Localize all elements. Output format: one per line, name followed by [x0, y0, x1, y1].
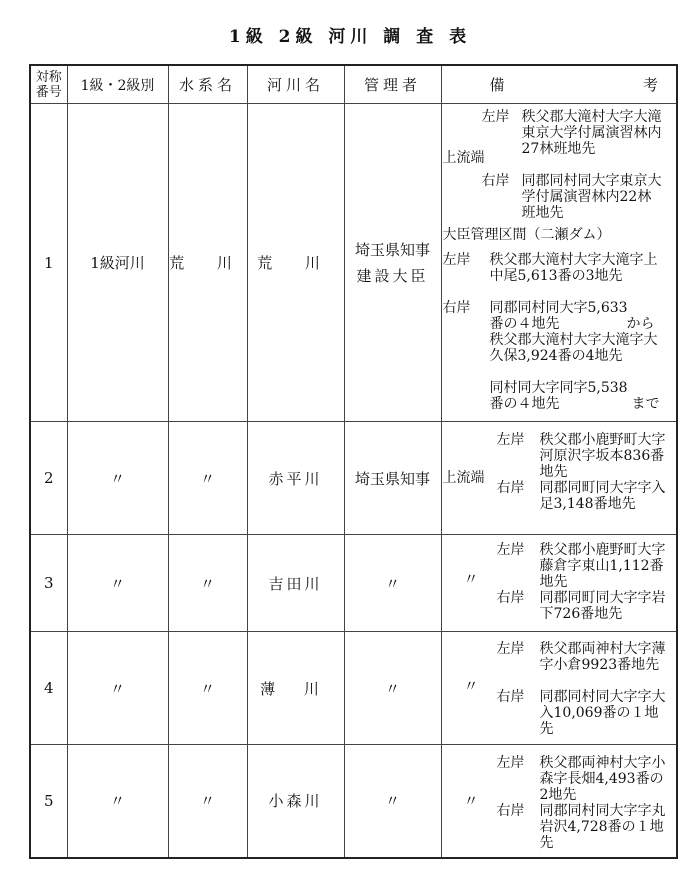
note-right-label: 右岸 — [496, 803, 525, 819]
header-system: 水系名 — [168, 65, 247, 104]
table-row — [30, 104, 677, 422]
row-no: 4 — [30, 632, 67, 745]
row-note — [441, 535, 677, 632]
header-no: 対称 番号 — [30, 65, 67, 104]
header-manager: 管理者 — [344, 65, 441, 104]
row-river: 薄 川 — [247, 632, 344, 745]
note-left-text: 秩父郡小鹿野町大字河原沢字坂本836番地先 — [539, 432, 666, 480]
row-system: 〃 — [168, 745, 247, 858]
row-manager — [344, 104, 441, 422]
row-system: 〃 — [168, 632, 247, 745]
note-ditto: 〃 — [463, 677, 479, 695]
row-note — [441, 104, 677, 422]
row-note — [441, 745, 677, 858]
row-class: 1級河川 — [67, 104, 168, 422]
row-manager-2: 建設大臣 — [356, 266, 429, 285]
note-right-label: 右岸 — [496, 590, 525, 606]
table-row — [30, 632, 677, 745]
note-ditto: 〃 — [463, 570, 479, 588]
row-no: 3 — [30, 535, 67, 632]
note-left-text: 秩父郡小鹿野町大字藤倉字東山1,112番地先 — [539, 542, 666, 590]
row-no: 5 — [30, 745, 67, 858]
header-notes-a: 備 — [489, 76, 505, 94]
note-sec-right-text-2: 秩父郡大滝村大字大滝字大久保3,924番の4地先 — [489, 332, 658, 364]
note-upstream-label: 上流端 — [442, 150, 485, 166]
note-left-label: 左岸 — [496, 542, 525, 558]
note-sec-left-text: 秩父郡大滝村大字大滝字上中尾5,613番の3地先 — [489, 252, 658, 284]
note-ditto: 〃 — [463, 792, 479, 810]
table-row — [30, 422, 677, 535]
row-system: 〃 — [168, 422, 247, 535]
row-class: 〃 — [67, 745, 168, 858]
row-river: 小森川 — [247, 745, 344, 858]
note-right-text: 同郡同村同大字字大入10,069番の１地先 — [539, 689, 666, 737]
header-row — [30, 65, 677, 104]
note-left-label: 左岸 — [481, 109, 510, 125]
note-right-text: 同郡同町同大字字岩下726番地先 — [539, 590, 666, 622]
row-river: 赤平川 — [247, 422, 344, 535]
note-left-text: 秩父郡両神村大字薄字小倉9923番地先 — [539, 641, 666, 673]
note-sec-right-made: まで — [631, 396, 660, 412]
note-right-text: 同郡同町同大字字入足3,148番地先 — [539, 480, 666, 512]
row-manager: 〃 — [344, 535, 441, 632]
row-note — [441, 632, 677, 745]
table-row — [30, 745, 677, 858]
note-sec-right-label: 右岸 — [442, 300, 471, 316]
river-survey-table — [29, 64, 678, 859]
header-notes-b: 考 — [642, 76, 658, 94]
note-right-label: 右岸 — [496, 689, 525, 705]
note-left-label: 左岸 — [496, 432, 525, 448]
note-sec-left-label: 左岸 — [442, 252, 471, 268]
note-right-label: 右岸 — [496, 480, 525, 496]
row-manager: 〃 — [344, 632, 441, 745]
note-right-label: 右岸 — [481, 173, 510, 189]
row-note — [441, 422, 677, 535]
note-sec-right-text-3: 同村同大字同字5,538番の４地先 — [489, 380, 628, 412]
note-section-title: 大臣管理区間（二瀬ダム） — [442, 227, 611, 243]
note-sec-right-text-1: 同郡同村同大字5,633番の４地先 — [489, 300, 628, 332]
row-river: 吉田川 — [247, 535, 344, 632]
row-class: 〃 — [67, 422, 168, 535]
note-right-text: 同郡同村同大字東京大学付属演習林内22林班地先 — [521, 173, 662, 221]
note-right-text: 同郡同村同大字字丸岩沢4,728番の１地先 — [539, 803, 666, 851]
table-row — [30, 535, 677, 632]
row-manager-1: 埼玉県知事 — [354, 240, 430, 259]
note-sec-right-kara: から — [626, 316, 655, 332]
row-no: 1 — [30, 104, 67, 422]
note-left-text: 秩父郡両神村大字小森字長畑4,493番の2地先 — [539, 755, 666, 803]
row-system: 〃 — [168, 535, 247, 632]
note-left-label: 左岸 — [496, 641, 525, 657]
header-river: 河川名 — [247, 65, 344, 104]
row-river: 荒 川 — [247, 104, 344, 422]
row-class: 〃 — [67, 632, 168, 745]
header-class: 1級・2級別 — [67, 65, 168, 104]
note-upstream-label: 上流端 — [442, 470, 485, 486]
row-system: 荒 川 — [168, 104, 247, 422]
note-left-text: 秩父郡大滝村大字大滝東京大学付属演習林内27林班地先 — [521, 109, 662, 157]
row-manager: 〃 — [344, 745, 441, 858]
row-no: 2 — [30, 422, 67, 535]
row-manager: 埼玉県知事 — [344, 422, 441, 535]
page-title: 1級 2級 河川 調 査 表 — [228, 27, 472, 47]
note-left-label: 左岸 — [496, 755, 525, 771]
header-notes — [441, 65, 677, 104]
row-class: 〃 — [67, 535, 168, 632]
